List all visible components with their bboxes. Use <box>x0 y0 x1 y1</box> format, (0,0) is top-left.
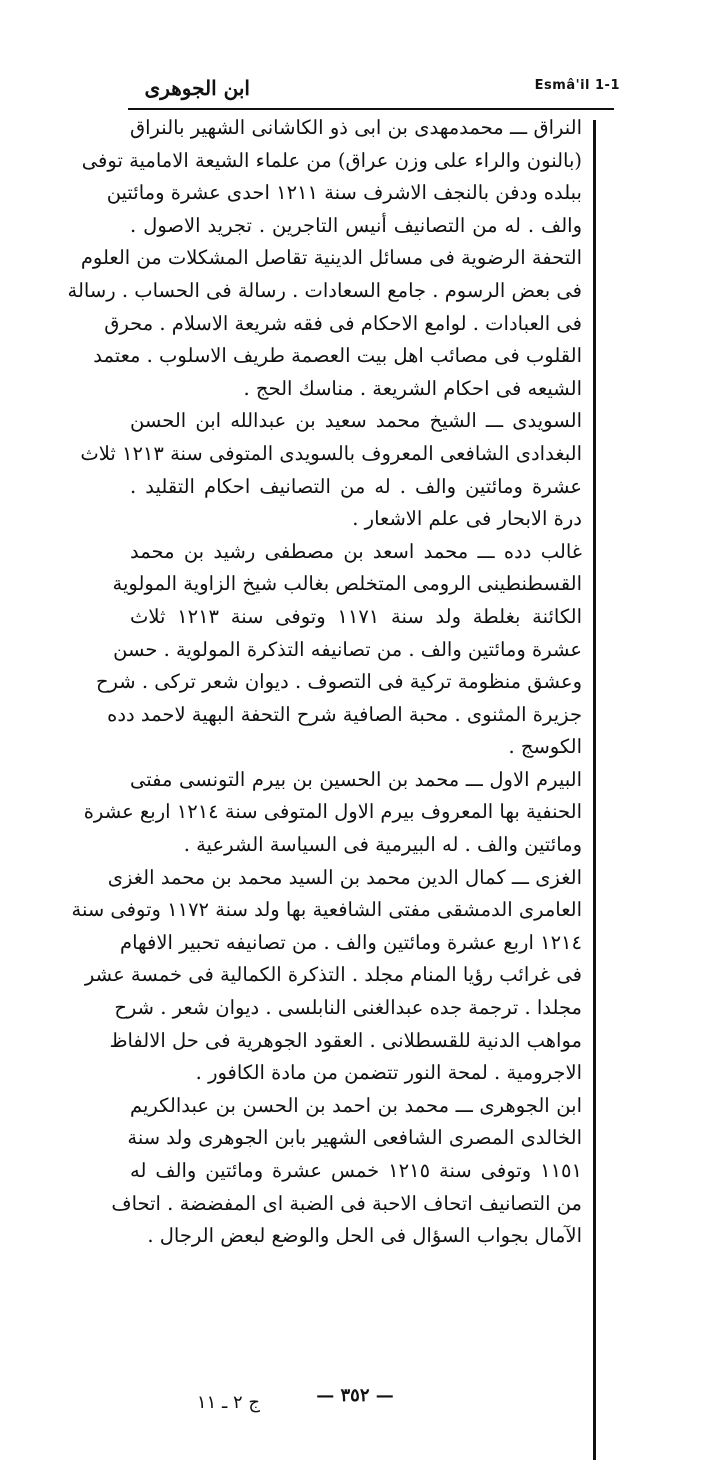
text-line: القلوب فى مصائب اهل بيت العصمة طريف الاسلوب . معتمد <box>93 344 582 368</box>
text-line: الشيعه فى احكام الشريعة . مناسك الحج . <box>243 376 582 400</box>
text-line: الاجرومية . لمحة النور تتضمن من مادة الكافور . <box>195 1061 582 1085</box>
text-line: ١٢١٤ اربع عشرة ومائتين والف . من تصانيفه تحبير الافهام <box>120 930 582 954</box>
text-line: البيرم الاول ـــ محمد بن الحسين بن بيرم التونسى مفتى <box>130 767 582 791</box>
text-line: وعشق منظومة تركية فى التصوف . ديوان شعر تركى . شرح <box>95 670 582 694</box>
text-line: النراق ـــ محمدمهدى بن ابى ذو الكاشانى الشهير بالنراق <box>130 116 582 139</box>
text-line: والف . له من التصانيف أنيس التاجرين . تجريد الاصول . <box>130 213 582 237</box>
text-line: التحفة الرضوية فى مسائل الدينية تقاصل المشكلات من العلوم <box>80 246 582 270</box>
text-line: القسطنطينى الرومى المتخلص بغالب شيخ الزاوية المولوية <box>112 572 582 596</box>
text-line: الآمال بجواب السؤال فى الحل والوضع لبعض الرجال . <box>147 1224 582 1248</box>
text-line: عشرة ومائتين والف . من تصانيفه التذكرة المولوية . حسن <box>113 637 582 661</box>
text-line: الخالدى المصرى الشافعى الشهير بابن الجوهرى ولد سنة <box>127 1126 582 1150</box>
text-line: فى العبادات . لوامع الاحكام فى فقه شريعة الاسلام . محرق <box>104 311 582 335</box>
entry-ghazzi <box>71 862 582 1090</box>
text-line: عشرة ومائتين والف . له من التصانيف احكام التقليد . <box>130 474 582 498</box>
text-line: فى بعض الرسوم . جامع السعادات . رسالة فى الحساب . رسالة <box>67 278 582 302</box>
text-line: الكوسج . <box>508 735 582 759</box>
text-line: درة الابحار فى علم الاشعار . <box>352 507 582 531</box>
page-number: — ٣٥٢ — <box>316 1385 394 1406</box>
text-line: ١١٥١ وتوفى سنة ١٢١٥ خمس عشرة ومائتين والف له <box>130 1159 583 1182</box>
text-line: العامرى الدمشقى مفتى الشافعية بها ولد سنة ١١٧٢ وتوفى سنة <box>71 898 582 922</box>
entry-suwaydi <box>80 405 582 535</box>
header-rule <box>128 108 614 110</box>
entry-ghalib-dede <box>95 536 582 764</box>
text-line: البغدادى الشافعى المعروف بالسويدى المتوفى سنة ١٢١٣ ثلاث <box>80 441 582 465</box>
column-rule <box>593 120 596 1460</box>
text-line: جزيرة المثنوى . محبة الصافية شرح التحفة البهية لاحمد دده <box>107 702 582 726</box>
entry-bayram-first <box>83 764 582 862</box>
running-head-title: ابن الجوهرى <box>144 76 250 100</box>
text-line: من التصانيف اتحاف الاحبة فى الضبة اى المفضضة . اتحاف <box>111 1191 582 1215</box>
text-line: غالب دده ـــ محمد اسعد بن مصطفى رشيد بن محمد <box>130 539 582 563</box>
text-line: الغزى ـــ كمال الدين محمد بن السيد محمد بن محمد الغزى <box>107 865 582 889</box>
text-line: مواهب الدنية للقسطلانى . العقود الجوهرية فى حل الالفاظ <box>109 1028 582 1052</box>
text-line: الحنفية بها المعروف بيرم الاول المتوفى سنة ١٢١٤ اربع عشرة <box>83 800 582 824</box>
text-line: السويدى ـــ الشيخ محمد سعيد بن عبدالله ابن الحسن <box>130 409 582 433</box>
text-line: (بالنون والراء على وزن عراق) من علماء الشيعة الامامية توفى <box>81 148 582 172</box>
text-line: ببلده ودفن بالنجف الاشرف سنة ١٢١١ احدى عشرة ومائتين <box>106 181 582 205</box>
running-head-code: Esmâ'il 1-1 <box>534 78 620 93</box>
text-line: فى غرائب رؤيا المنام مجلد . التذكرة الكمالية فى خمسة عشر <box>84 963 582 987</box>
page-body <box>67 112 583 1253</box>
entry-naraqi <box>67 112 582 405</box>
signature-mark: ج ٢ ـ ١١ <box>196 1392 260 1413</box>
text-line: ومائتين والف . له البيرمية فى السياسة الشرعية . <box>183 833 582 857</box>
text-line: مجلدا . ترجمة جده عبدالغنى النابلسى . ديوان شعر . شرح <box>114 996 582 1020</box>
text-line: الكائنة بغلطة ولد سنة ١١٧١ وتوفى سنة ١٢١٣ ثلاث <box>130 604 582 628</box>
text-line: ابن الجوهرى ـــ محمد بن احمد بن الحسن بن عبدالكريم <box>130 1093 582 1117</box>
entry-ibn-al-jawhari <box>111 1090 583 1253</box>
